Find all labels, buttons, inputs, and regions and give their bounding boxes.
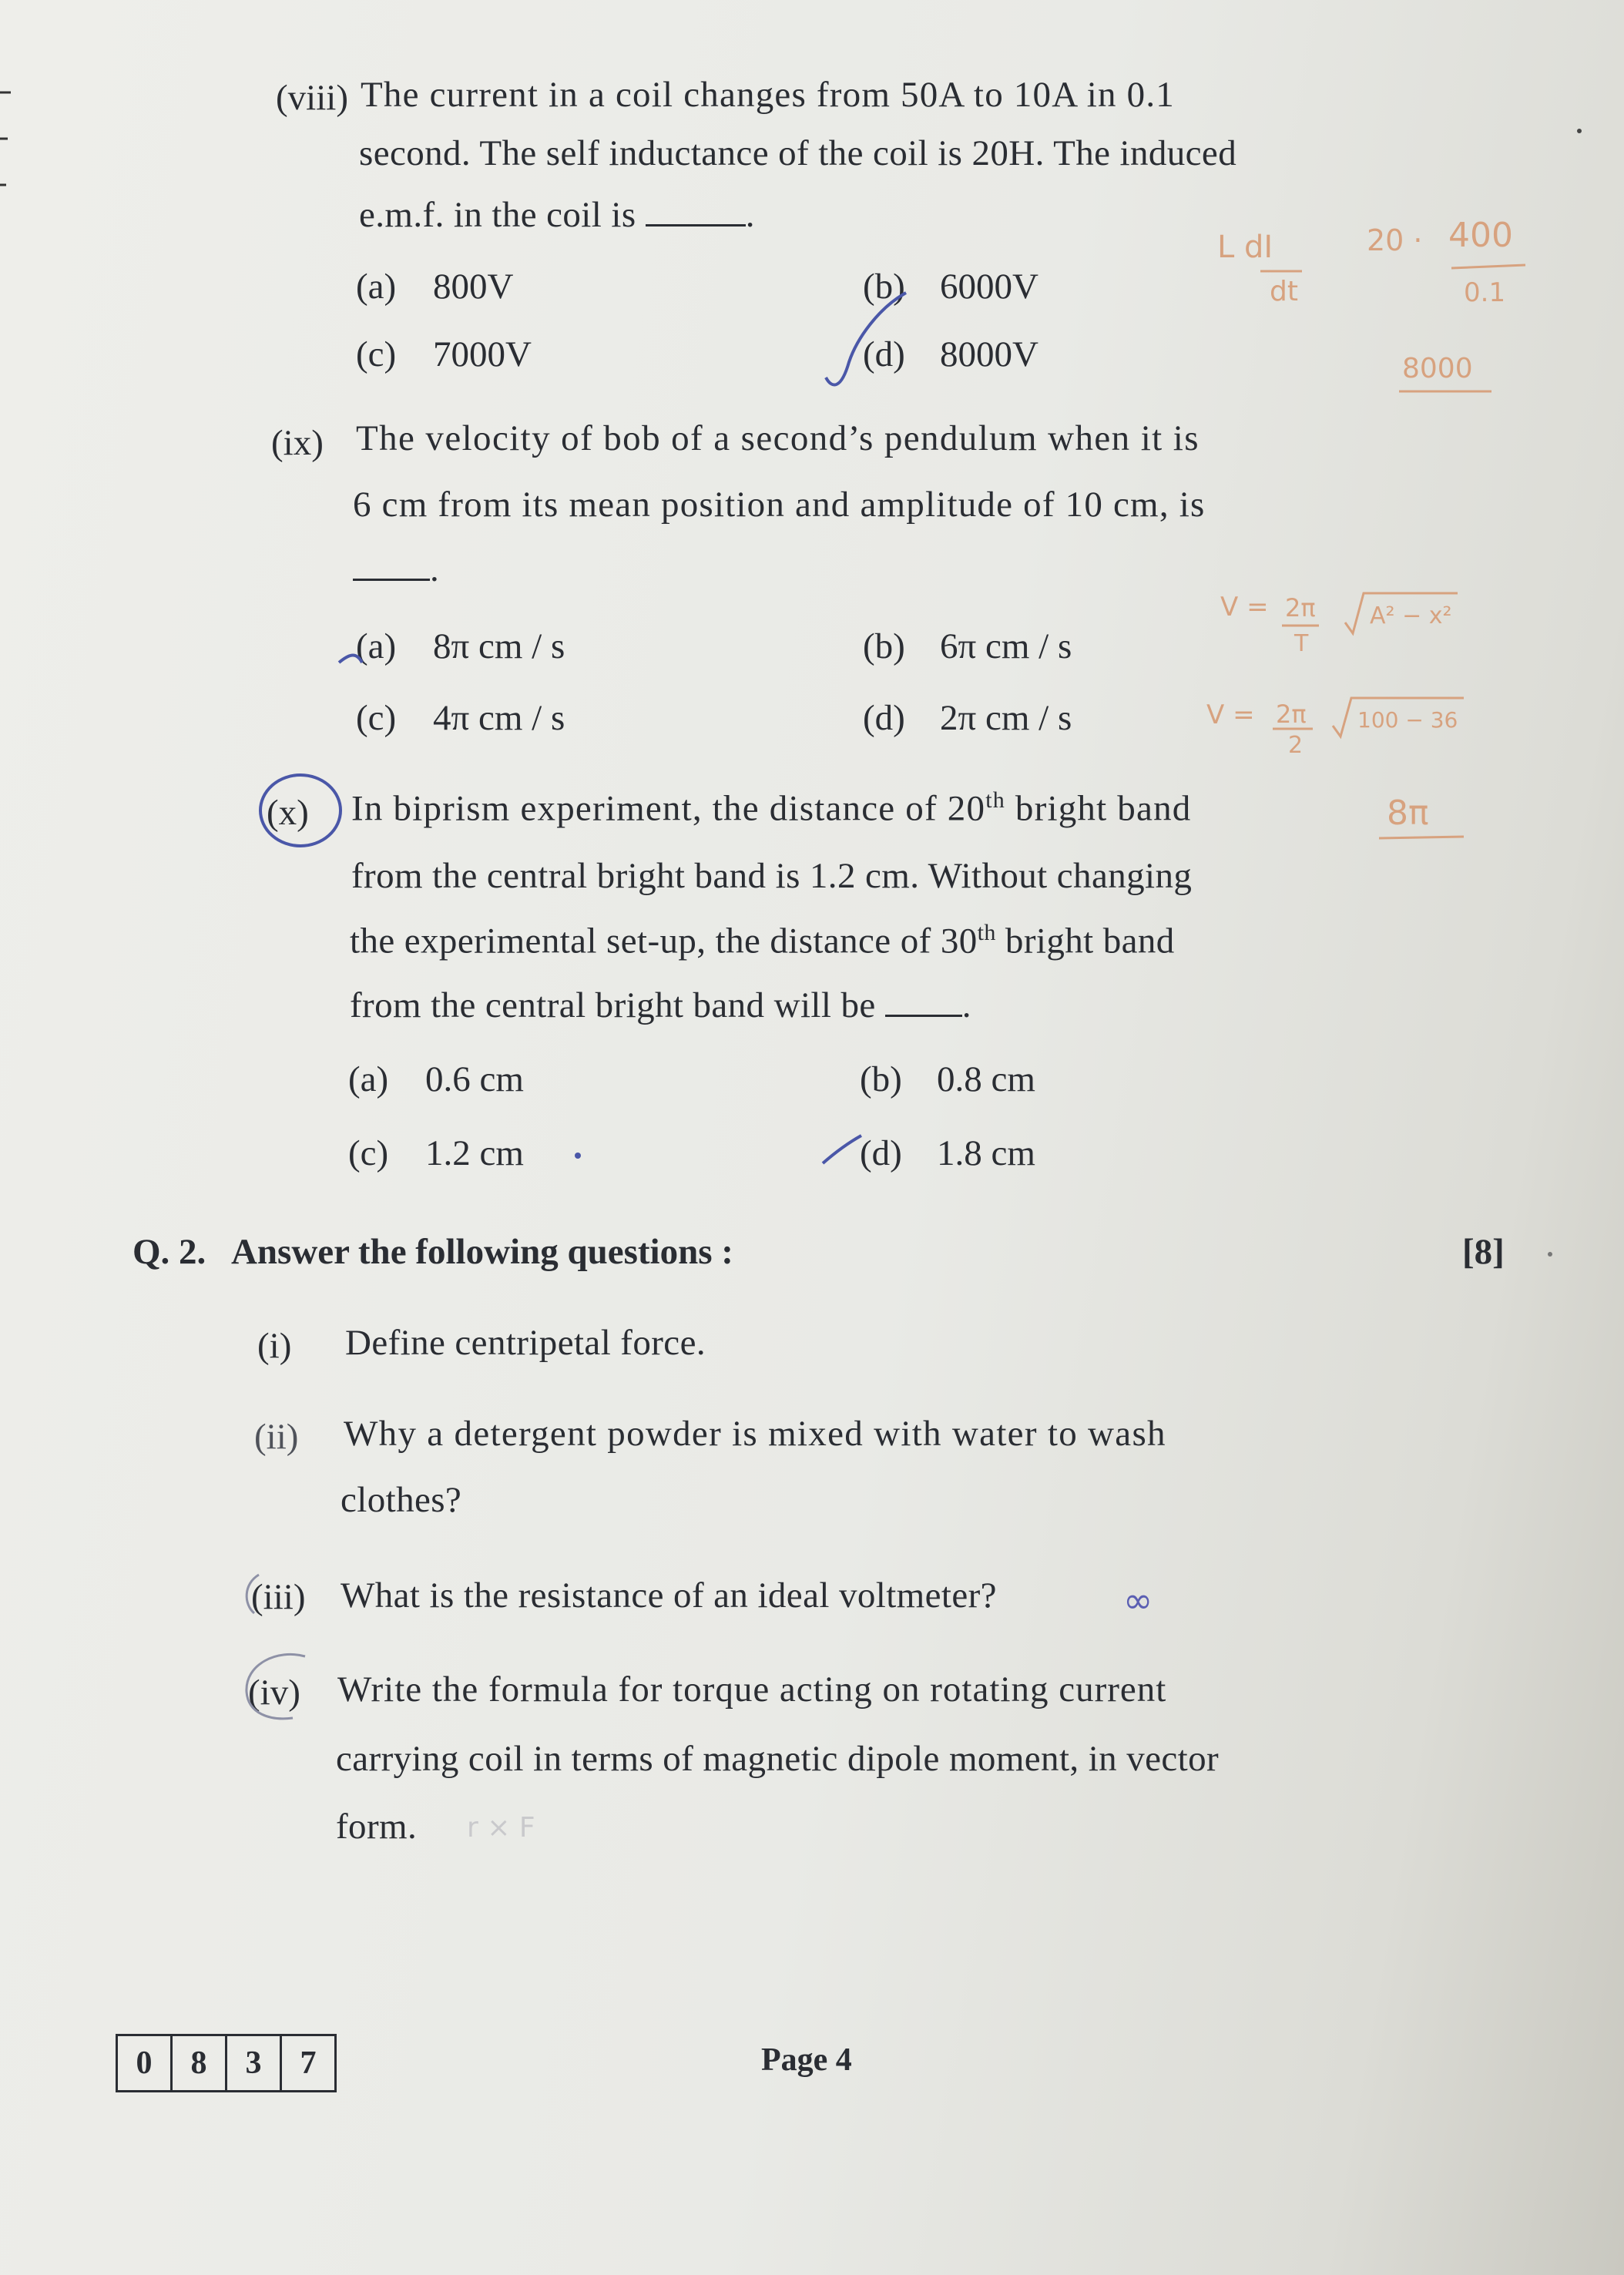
- question-text: The current in a coil changes from 50A to 10A in 0.1: [361, 75, 1175, 115]
- pen-dot: [1548, 1252, 1552, 1257]
- handwritten-frac-bar: [1451, 265, 1525, 268]
- page-number: Page 4: [761, 2042, 852, 2078]
- option-text: 8000V: [940, 334, 1038, 374]
- option-text: 1.2 cm: [425, 1133, 524, 1173]
- option-label: (d): [863, 698, 905, 738]
- option-label: (b): [860, 1059, 902, 1099]
- handwritten-answer: 8000: [1402, 353, 1473, 384]
- tick-mark-ix: [339, 656, 362, 663]
- pen-dot: [1577, 129, 1582, 133]
- tick-mark-x: [823, 1136, 861, 1163]
- handwritten-underline: [1379, 837, 1464, 838]
- option-text: 8π cm / s: [433, 626, 565, 666]
- question-number: (ii): [254, 1417, 299, 1457]
- question-number: (i): [257, 1326, 292, 1366]
- question-text: Why a detergent powder is mixed with water to wash: [344, 1414, 1166, 1454]
- question-text: Define centripetal force.: [345, 1323, 706, 1363]
- handwritten-v2-left: V =: [1206, 700, 1255, 730]
- handwritten-calc-num: 400: [1448, 216, 1513, 255]
- code-digit: 8: [173, 2036, 227, 2090]
- handwritten-v1-den: T: [1294, 630, 1309, 657]
- option-label: (d): [863, 334, 905, 374]
- code-digit: 0: [118, 2036, 173, 2090]
- option-label: (b): [863, 626, 905, 666]
- option-label: (c): [356, 334, 397, 374]
- option-label: (b): [863, 267, 905, 307]
- option-text: 1.8 cm: [937, 1133, 1035, 1173]
- option-label: (c): [348, 1133, 389, 1173]
- option-text: 6π cm / s: [940, 626, 1072, 666]
- pencil-mark: [247, 1575, 259, 1613]
- question-text-part: bright band: [995, 921, 1175, 961]
- option-text: 6000V: [940, 267, 1038, 307]
- question-text: Write the formula for torque acting on rotating current: [337, 1669, 1167, 1710]
- option-label: (d): [860, 1133, 902, 1173]
- option-text: 800V: [433, 267, 514, 307]
- circle-mark-x: [260, 775, 341, 846]
- question-text: carrying coil in terms of magnetic dipole moment, in vector: [336, 1739, 1220, 1779]
- question-text: What is the resistance of an ideal voltmeter?: [341, 1575, 997, 1616]
- option-text: 2π cm / s: [940, 698, 1072, 738]
- handwritten-answer: 8π: [1387, 794, 1429, 833]
- superscript: th: [985, 787, 1005, 813]
- option-text: 0.8 cm: [937, 1059, 1035, 1099]
- handwritten-v2-num: 2π: [1276, 700, 1307, 729]
- handwritten-calc-left: 20 ·: [1367, 223, 1423, 257]
- question-text-part: e.m.f. in the coil is: [359, 195, 636, 235]
- question-number: (viii): [276, 78, 348, 118]
- question-number: (iii): [251, 1577, 306, 1617]
- question-text: from the central bright band is 1.2 cm. Without changing: [351, 856, 1193, 896]
- tick-mark-viii: [826, 293, 906, 385]
- option-text: 0.6 cm: [425, 1059, 524, 1099]
- superscript: th: [977, 920, 996, 945]
- question-text-part: the experimental set-up, the distance of 30: [350, 921, 978, 961]
- question-text-part: bright band: [1005, 788, 1192, 829]
- question-text: 6 cm from its mean position and amplitude of 10 cm, is: [353, 485, 1206, 525]
- handwritten-formula-num: L dI: [1217, 230, 1273, 265]
- question-text: form.: [336, 1807, 418, 1847]
- question-number: (iv): [248, 1673, 300, 1713]
- handwritten-v2-den: 2: [1288, 732, 1304, 759]
- question-text: The velocity of bob of a second’s pendulum when it is: [356, 418, 1200, 458]
- handwritten-v1-left: V =: [1220, 592, 1269, 622]
- option-label: (a): [356, 626, 397, 666]
- marks-label: [8]: [1462, 1232, 1505, 1272]
- handwritten-v1-num: 2π: [1285, 593, 1316, 622]
- question-number: (ix): [271, 423, 324, 463]
- question-number: (x): [267, 793, 309, 833]
- section-heading: Q. 2. Answer the following questions :: [133, 1232, 733, 1272]
- handwritten-v2-root: 100 − 36: [1357, 707, 1458, 733]
- handwritten-root-sign: [1333, 698, 1464, 737]
- pen-dot: [575, 1153, 581, 1159]
- handwritten-answer: r × F: [467, 1812, 535, 1844]
- question-text: second. The self inductance of the coil is 20H. The induced: [359, 133, 1237, 173]
- option-label: (a): [348, 1059, 389, 1099]
- question-text-part: from the central bright band will be: [350, 985, 876, 1025]
- option-text: 4π cm / s: [433, 698, 565, 738]
- question-text: clothes?: [341, 1480, 462, 1520]
- code-digit: 3: [227, 2036, 282, 2090]
- question-end: .: [961, 985, 971, 1025]
- pencil-mark: [247, 1654, 305, 1718]
- option-text: 7000V: [433, 334, 532, 374]
- handwritten-formula-den: dt: [1270, 276, 1298, 307]
- handwritten-v1-root: A² − x²: [1370, 602, 1452, 629]
- code-digit: 7: [300, 2045, 317, 2081]
- binding-mark: [0, 139, 8, 185]
- handwritten-calc-den: 0.1: [1464, 277, 1506, 308]
- option-label: (a): [356, 267, 397, 307]
- handwritten-answer: ∞: [1123, 1579, 1153, 1621]
- question-text-part: In biprism experiment, the distance of 20: [351, 788, 986, 829]
- handwritten-root-sign: [1345, 593, 1458, 633]
- question-end: .: [745, 195, 755, 235]
- question-end: .: [430, 549, 440, 589]
- option-label: (c): [356, 698, 397, 738]
